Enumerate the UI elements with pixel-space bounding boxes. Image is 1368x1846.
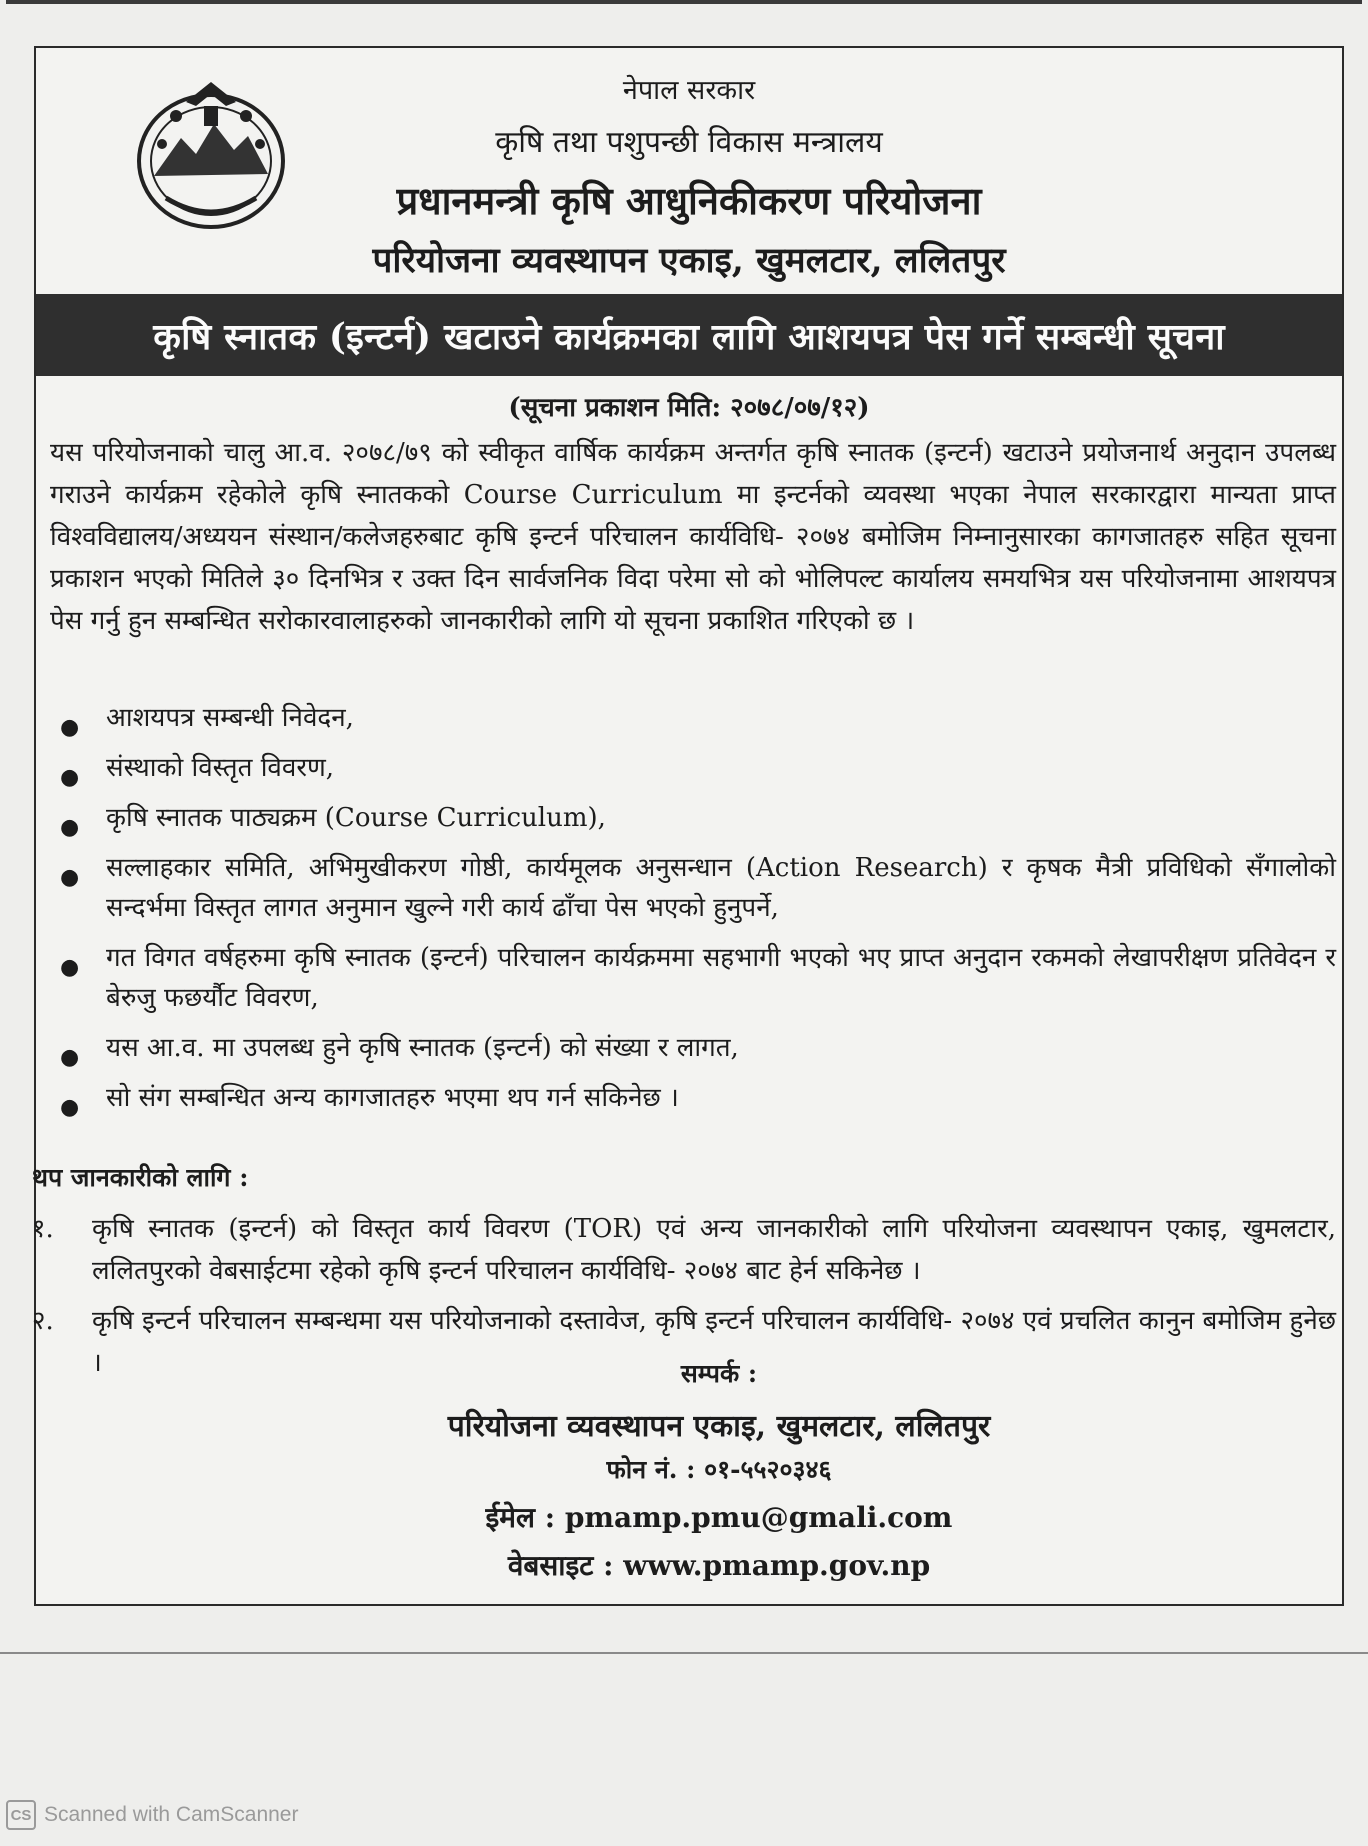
list-item: २. कृषि इन्टर्न परिचालन सम्बन्धमा यस परियोजनाको दस्तावेज, कृषि इन्टर्न परिचालन कार्यविधि- २०७४ एवं प्रचलित कानुन बमोजिम हुनेछ । bbox=[32, 1300, 1336, 1384]
top-rule bbox=[6, 0, 1362, 4]
bottom-rule bbox=[0, 1652, 1368, 1654]
item-number: १. bbox=[32, 1214, 54, 1244]
bullet-icon: ● bbox=[60, 715, 80, 740]
watermark-text: Scanned with CamScanner bbox=[44, 1803, 299, 1826]
contact-office: परियोजना व्यवस्थापन एकाइ, खुमलटार, ललितपुर bbox=[447, 1409, 991, 1444]
list-item: १. कृषि स्नातक (इन्टर्न) को विस्तृत कार्य विवरण (TOR) एवं अन्य जानकारीको लागि परियोजना व्यवस्थापन एकाइ, खुमलटार, ललितपुरको वेबसाईटमा रहेको कृषि इन्टर्न परिचालन कार्यविधि- २०७४ बाट हेर्न सकिनेछ । bbox=[32, 1208, 1336, 1292]
camscanner-logo-icon: CS bbox=[6, 1800, 36, 1830]
contact-phone: फोन नं. : ०१-५५२०३४६ bbox=[606, 1455, 832, 1484]
bullet-icon: ● bbox=[60, 815, 80, 840]
notice-title-banner: कृषि स्नातक (इन्टर्न) खटाउने कार्यक्रमका लागि आशयपत्र पेस गर्ने सम्बन्धी सूचना bbox=[36, 294, 1342, 376]
list-item: ● गत विगत वर्षहरुमा कृषि स्नातक (इन्टर्न) परिचालन कार्यक्रममा सहभागी भएको भए प्राप्त अनुदान रकमको लेखापरीक्षण प्रतिवेदन र बेरुजु फछर्यौट विवरण, bbox=[60, 943, 1336, 1013]
ministry-name: कृषि तथा पशुपन्छी विकास मन्त्रालय bbox=[495, 125, 883, 160]
list-item: ● सो संग सम्बन्धित अन्य कागजातहरु भएमा थप गर्न सकिनेछ । bbox=[50, 1078, 1336, 1118]
bullet-icon: ● bbox=[60, 1045, 80, 1070]
notice-frame bbox=[34, 46, 1344, 1606]
government-name: नेपाल सरकार bbox=[622, 75, 756, 106]
bullet-icon: ● bbox=[60, 955, 80, 980]
list-item: ● सल्लाहकार समिति, अभिमुखीकरण गोष्ठी, कार्यमूलक अनुसन्धान (Action Research) र कृषक मैत्री प्रविधिको सँगालोको सन्दर्भमा विस्तृत लागत अनुमान खुल्ने गरी कार्य ढाँचा पेस भएको हुनुपर्ने, bbox=[60, 853, 1336, 923]
contact-label: सम्पर्क : bbox=[680, 1359, 758, 1388]
more-info-label: थप जानकारीको लागि : bbox=[32, 1163, 249, 1192]
list-item: ● यस आ.व. मा उपलब्ध हुने कृषि स्नातक (इन्टर्न) को संख्या र लागत, bbox=[50, 1028, 1336, 1068]
item-number: २. bbox=[32, 1306, 54, 1336]
bullet-icon: ● bbox=[60, 1095, 80, 1120]
list-item: ● संस्थाको विस्तृत विवरण, bbox=[50, 748, 1336, 788]
list-item: ● कृषि स्नातक पाठ्यक्रम (Course Curriculum), bbox=[50, 798, 1336, 838]
notice-body: यस परियोजनाको चालु आ.व. २०७८/७९ को स्वीकृत वार्षिक कार्यक्रम अन्तर्गत कृषि स्नातक (इन्टर्न) खटाउने प्रयोजनार्थ अनुदान उपलब्ध गराउने कार्यक्रम रहेकोले कृषि स्नातकको Course Curriculum मा इन्टर्नको व्यवस्था भएका नेपाल सरकारद्वारा मान्यता प्राप्त विश्वविद्यालय/अध्ययन संस्थान/कलेजहरुबाट कृषि इन्टर्न परिचालन कार्यविधि- २०७४ बमोजिम निम्नानुसारका कागजातहरु सहित सूचना प्रकाशन भएको मितिले ३० दिनभित्र र उक्त दिन सार्वजनिक विदा परेमा सो को भोलिपल्ट कार्यालय समयभित्र यस परियोजनामा आशयपत्र पेस गर्नु हुन सम्बन्धित सरोकारवालाहरुको जानकारीको लागि यो सूचना प्रकाशित गरिएको छ । bbox=[50, 438, 1336, 636]
list-item: ● आशयपत्र सम्बन्धी निवेदन, bbox=[50, 698, 1336, 738]
contact-website: वेबसाइट : www.pmamp.gov.np bbox=[507, 1549, 931, 1582]
bullet-icon: ● bbox=[60, 765, 80, 790]
scanner-watermark bbox=[6, 1800, 298, 1830]
unit-address: परियोजना व्यवस्थापन एकाइ, खुमलटार, ललितपुर bbox=[372, 240, 1006, 281]
publication-date: (सूचना प्रकाशन मिति: २०७८/०७/१२) bbox=[508, 393, 870, 423]
contact-email: ईमेल : pmamp.pmu@gmali.com bbox=[485, 1501, 953, 1534]
required-documents-list bbox=[50, 698, 1336, 1128]
bullet-icon: ● bbox=[60, 865, 80, 890]
project-name: प्रधानमन्त्री कृषि आधुनिकीकरण परियोजना bbox=[396, 178, 982, 223]
